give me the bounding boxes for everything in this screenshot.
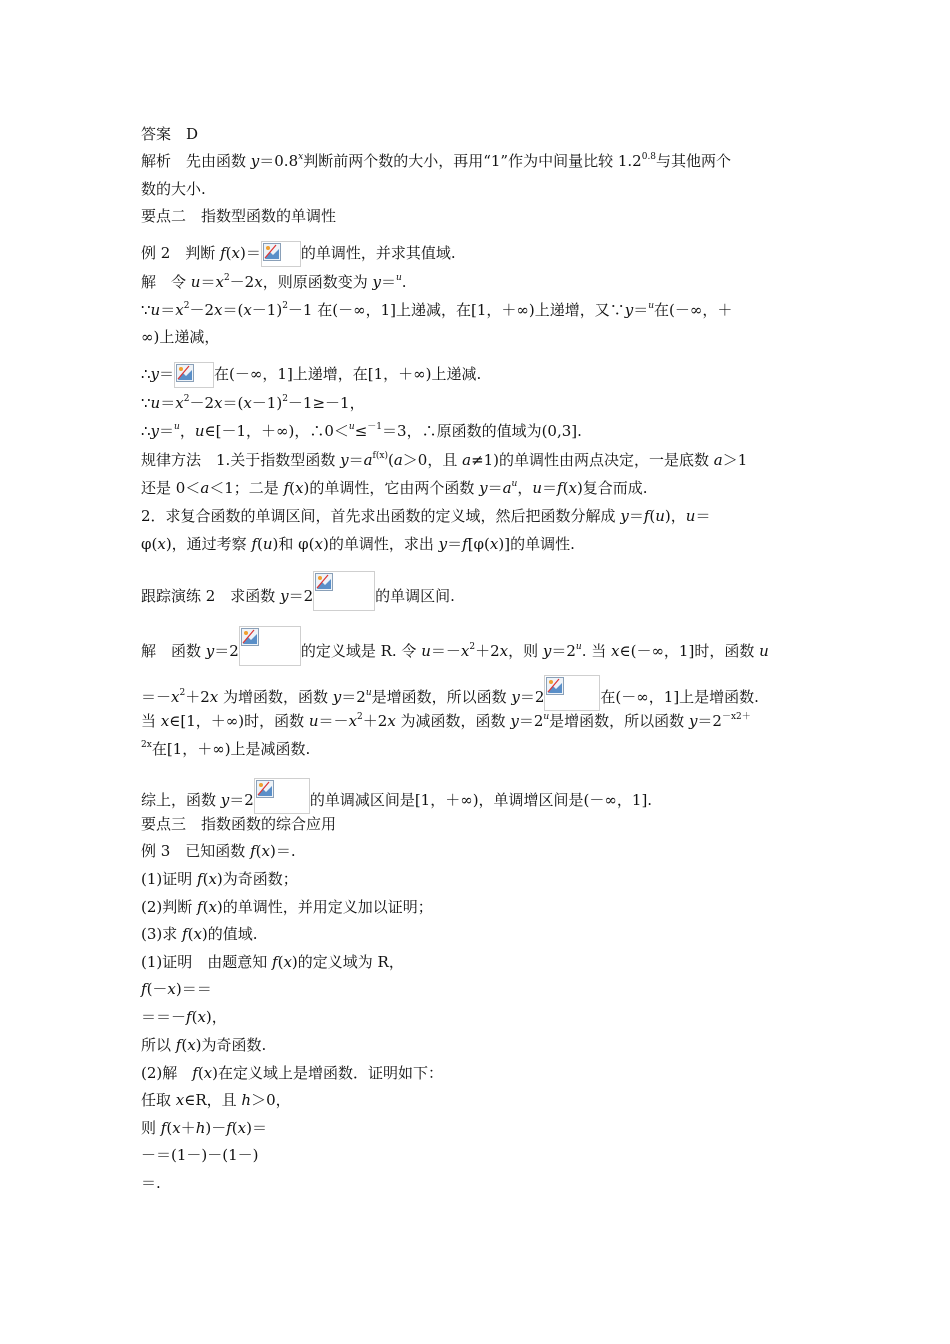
section-heading-point2: 要点二 指数型函数的单调性 [141,207,337,225]
practice-2-line: 跟踪演练 2 求函数 y＝2 的单调区间. [141,571,455,611]
broken-image-icon [241,628,259,646]
proof-line-3: ＝＝－f(x)， [141,1008,227,1026]
proof-line-8: －＝(1－)－(1－) [141,1146,259,1164]
formula-image [254,778,310,814]
because-line-1: $\because u=x^2-2x=(x-1)^2-1$ 在(－∞，1]上递减，在[1，＋∞)上递增，又∵y＝$^u$在(－∞，＋ [141,301,733,319]
formula-image [544,675,600,711]
analysis-line-2: 数的大小. [141,180,206,198]
section-heading-point3: 要点三 指数函数的综合应用 [141,815,337,833]
formula-image [313,571,375,611]
formula-image [239,626,301,666]
summary-line: 综上，函数 y＝2 的单调减区间是[1，＋∞)，单调增区间是(－∞，1]. [141,778,652,814]
solution-1-line: 解 令 $u=x^2-2x$，则原函数变为 y＝$^u$. [141,273,407,291]
because-line-1b: ∞)上递减， [141,328,220,346]
formula-image [261,241,301,267]
rule-method-line-1b: 还是 0＜a＜1；二是 f(x)的单调性，它由两个函数 $y=a^u$，u＝f(x)复合而成. [141,479,648,497]
proof-line-9: ＝. [141,1174,161,1192]
proof-line-1: (1)证明 由题意知 f(x)的定义域为 R， [141,953,404,971]
question-2: (2)判断 f(x)的单调性，并用定义加以证明； [141,898,433,916]
solution-2-line-2: $=-x^2+2x$ 为增函数，函数 $y=2^u$是增函数，所以函数 y＝2 在(－∞，1]上是增函数. [141,675,759,711]
solution-2-line-4: $^{2x}$在[1，＋∞)上是减函数. [141,740,311,758]
broken-image-icon [256,780,274,798]
broken-image-icon [546,677,564,695]
broken-image-icon [315,573,333,591]
answer-line: 答案 D [141,125,199,143]
proof-line-6: 任取 x∈R，且 h＞0， [141,1091,291,1109]
proof-line-7: 则 f(x＋h)－f(x)＝ [141,1119,267,1137]
because-line-2: $\because u=x^2-2x=(x-1)^2-1\ge-1$， [141,394,365,412]
rule-method-line-2: 2．求复合函数的单调区间，首先求出函数的定义域，然后把函数分解成 y＝f(u)，u＝ [141,507,711,525]
proof-line-2: f(－x)＝＝ [141,980,212,998]
solution-2-line-3: 当 x∈[1，＋∞)时，函数 $u=-x^2+2x$ 为减函数，函数 $y=2^u$是增函数，所以函数 $y=2^{-x2+}$ [141,712,751,730]
question-1: (1)证明 f(x)为奇函数； [141,870,298,888]
example-2-line: 例 2 判断 f(x)＝ 的单调性，并求其值域. [141,241,456,267]
therefore-line-2: ∴y＝$^u$，u∈[－1，＋∞)，∴0＜$^u$≤$^{-1}$＝3，∴原函数的值域为(0,3]. [141,422,582,440]
analysis-line-1: 解析 先由函数 $y=0.8^x$判断前两个数的大小，再用“1”作为中间量比较 $1.2^{0.8}$与其他两个 [141,152,732,170]
broken-image-icon [176,364,194,382]
proof-line-5: (2)解 f(x)在定义域上是增函数．证明如下： [141,1064,443,1082]
rule-method-line-1: 规律方法 1.关于指数型函数 $y=a^{f(x)}(a>0$，且 a≠1)的单调性由两点决定，一是底数 a＞1 [141,451,748,469]
solution-2-line-1: 解 函数 y＝2 的定义域是 R. 令 $u=-x^2+2x$，则 $y=2^u$. 当 x∈(－∞，1]时，函数 u [141,626,769,666]
proof-line-4: 所以 f(x)为奇函数. [141,1036,267,1054]
example-3-line: 例 3 已知函数 f(x)＝. [141,842,296,860]
rule-method-line-2b: φ(x)，通过考察 f(u)和 φ(x)的单调性，求出 y＝f[φ(x)]的单调性. [141,535,575,553]
question-3: (3)求 f(x)的值域. [141,925,258,943]
therefore-line-1: ∴y＝ 在(－∞，1]上递增，在[1，＋∞)上递减. [141,362,481,388]
formula-image [174,362,214,388]
broken-image-icon [263,243,281,261]
